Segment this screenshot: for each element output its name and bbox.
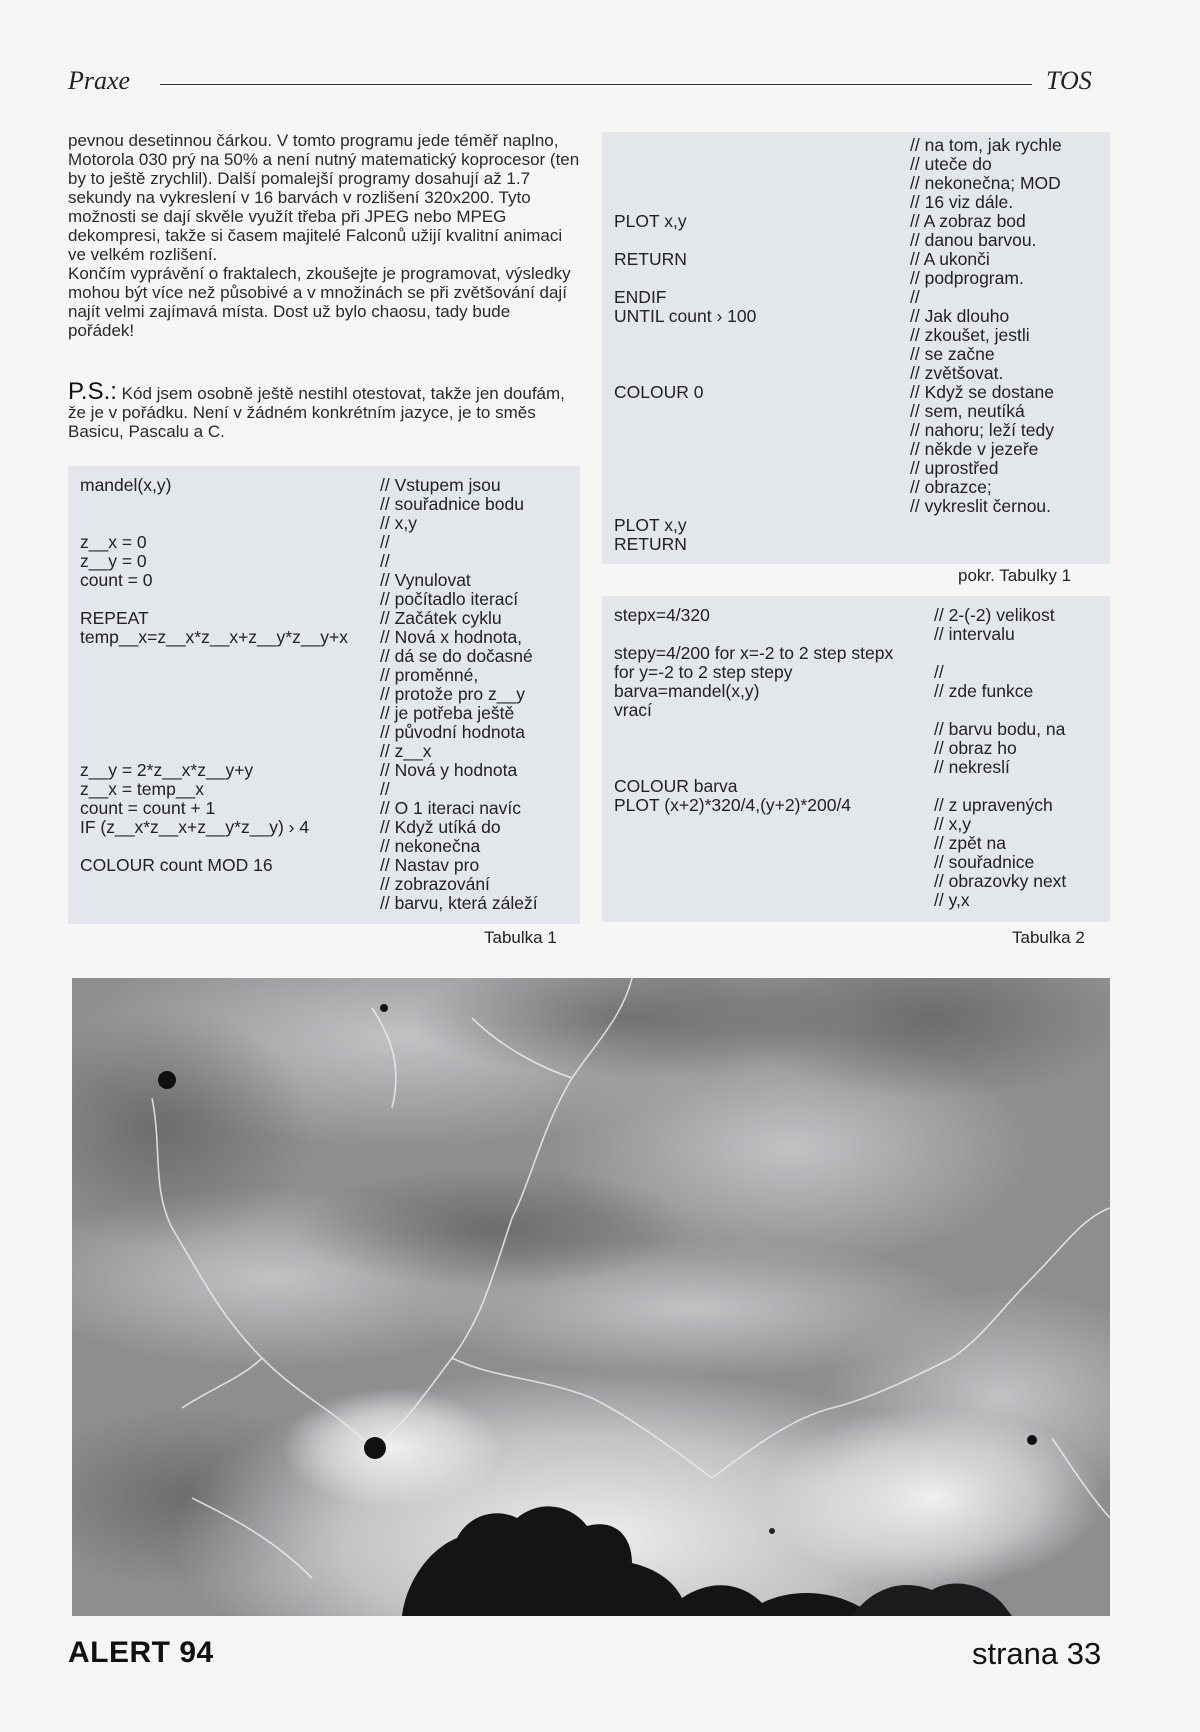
section-title: Praxe [68,66,131,95]
table2-caption: Tabulka 2 [1012,928,1085,947]
intro-paragraph-2: Končím vyprávění o fraktalech, zkoušejte je programovat, výsledky mohou být více než působivé a v množinách se při zvětšování dají najít velmi zajímavá místa. Dost už bylo chaosu, tady bude pořádek! [68,264,571,340]
comment-line: // někde v jezeře [910,439,1039,459]
mandelbrot-fractal-image [72,978,1110,1616]
comment-line: // A ukonči [910,249,990,269]
comment-line: // O 1 iteraci navíc [380,798,522,818]
comment-line: // původní hodnota [380,722,525,742]
code-line: UNTIL count › 100 [614,306,757,326]
comment-line: // sem, neutíká [910,401,1025,421]
code-line: for y=-2 to 2 step stepy [614,662,793,682]
comment-line: // zkoušet, jestli [910,325,1030,345]
code-line: COLOUR count MOD 16 [80,855,273,875]
code-line: COLOUR 0 [614,382,704,402]
code-line: PLOT x,y [614,211,687,231]
comment-line: // z upravených [934,795,1053,815]
comment-line: // Začátek cyklu [380,608,502,628]
comment-line: // nekonečna; MOD [910,173,1061,193]
code-line: temp__x=z__x*z__x+z__y*z__y+x [80,627,349,647]
comment-line: // zobrazování [380,874,490,894]
comment-line: // barvu, která záleží [380,893,538,913]
code-line: z__y = 2*z__x*z__y+y [80,760,254,780]
intro-paragraph-1: pevnou desetinnou čárkou. V tomto programu jede téměř naplno, Motorola 030 prý na 50% a není nutný matematický koprocesor (ten by to ještě zrychlil). Další pomalejší programy dosahují až 1.7 sekundy na vykreslení v 16 barvách v rozlišení 320x200. Tyto možnosti se dají skvěle využít třeba při JPEG nebo MPEG dekompresi, takže si časem majitelé Falconů užijí kvalitní animaci ve velkém rozlišení. [68,131,580,264]
table1-cont-box [602,132,1110,564]
code-line: COLOUR barva [614,776,738,796]
comment-line: // Když se dostane [910,382,1054,402]
comment-line: // nahoru; leží tedy [910,420,1054,440]
page-number: strana 33 [972,1636,1102,1671]
comment-line: // [380,779,390,799]
comment-line: // danou barvou. [910,230,1037,250]
comment-line: // podprogram. [910,268,1024,288]
code-line: stepx=4/320 [614,605,710,625]
code-line: barva=mandel(x,y) [614,681,760,701]
comment-line: // je potřeba ještě [380,703,515,723]
comment-line: // nekonečna [380,836,481,856]
code-line: REPEAT [80,608,149,628]
code-line: ENDIF [614,287,667,307]
comment-line: // z__x [380,741,432,761]
platform-title: TOS [1046,66,1092,95]
code-line: stepy=4/200 for x=-2 to 2 step stepx [614,643,894,663]
magazine-name: ALERT 94 [68,1636,214,1669]
comment-line: // souřadnice [934,852,1035,872]
code-line: z__x = temp__x [80,779,205,799]
comment-line: // barvu bodu, na [934,719,1066,739]
comment-line: // obrazce; [910,477,992,497]
code-line: mandel(x,y) [80,475,172,495]
comment-line: // y,x [934,890,970,910]
comment-line: // protože pro z__y [380,684,525,704]
ps-label: P.S.: [68,378,117,405]
code-line: count = 0 [80,570,153,590]
table1-cont-caption: pokr. Tabulky 1 [958,566,1072,585]
comment-line: // zvětšovat. [910,363,1004,383]
comment-line: // obraz ho [934,738,1017,758]
comment-line: // obrazovky next [934,871,1067,891]
comment-line: // uprostřed [910,458,999,478]
comment-line: // uteče do [910,154,992,174]
code-line: RETURN [614,534,687,554]
code-line: z__y = 0 [80,551,147,571]
comment-line: // zde funkce [934,681,1034,701]
comment-line: // souřadnice bodu [380,494,524,514]
code-line: count = count + 1 [80,798,216,818]
table1-box [68,466,580,924]
code-line: RETURN [614,249,687,269]
intro-text [68,131,580,340]
comment-line: // 16 viz dále. [910,192,1014,212]
header-rule [160,84,1032,85]
comment-line: // [380,551,390,571]
comment-line: // dá se do dočasné [380,646,533,666]
comment-line: // Jak dlouho [910,306,1010,326]
comment-line: // x,y [380,513,417,533]
comment-line: // nekreslí [934,757,1010,777]
code-line: z__x = 0 [80,532,147,552]
comment-line: // Nová y hodnota [380,760,518,780]
code-line: IF (z__x*z__x+z__y*z__y) › 4 [80,817,310,837]
comment-line: // [934,662,944,682]
comment-line: // se začne [910,344,995,364]
code-line: vrací [614,700,652,720]
table1-caption: Tabulka 1 [484,928,557,947]
comment-line: // zpět na [934,833,1006,853]
code-line: PLOT x,y [614,515,687,535]
fractal-drawing [72,978,1110,1616]
comment-line: // proměnné, [380,665,479,685]
comment-line: // Nastav pro [380,855,480,875]
comment-line: // Když utíká do [380,817,501,837]
comment-line: // Vstupem jsou [380,475,501,495]
comment-line: // Vynulovat [380,570,471,590]
comment-line: // A zobraz bod [910,211,1026,231]
comment-line: // intervalu [934,624,1015,644]
comment-line: // Nová x hodnota, [380,627,523,647]
comment-line: // počítadlo iterací [380,589,519,609]
comment-line: // [380,532,390,552]
code-line: PLOT (x+2)*320/4,(y+2)*200/4 [614,795,852,815]
comment-line: // vykreslit černou. [910,496,1052,516]
ps-note [68,378,580,441]
ps-text: Kód jsem osobně ještě nestihl otestovat, takže jen doufám, že je v pořádku. Není v žádném konkrétním jazyce, je to směs Basicu, Pascalu a C. [68,384,565,441]
table2-box [602,596,1110,922]
comment-line: // x,y [934,814,971,834]
comment-line: // 2-(-2) velikost [934,605,1055,625]
comment-line: // na tom, jak rychle [910,135,1062,155]
comment-line: // [910,287,920,307]
